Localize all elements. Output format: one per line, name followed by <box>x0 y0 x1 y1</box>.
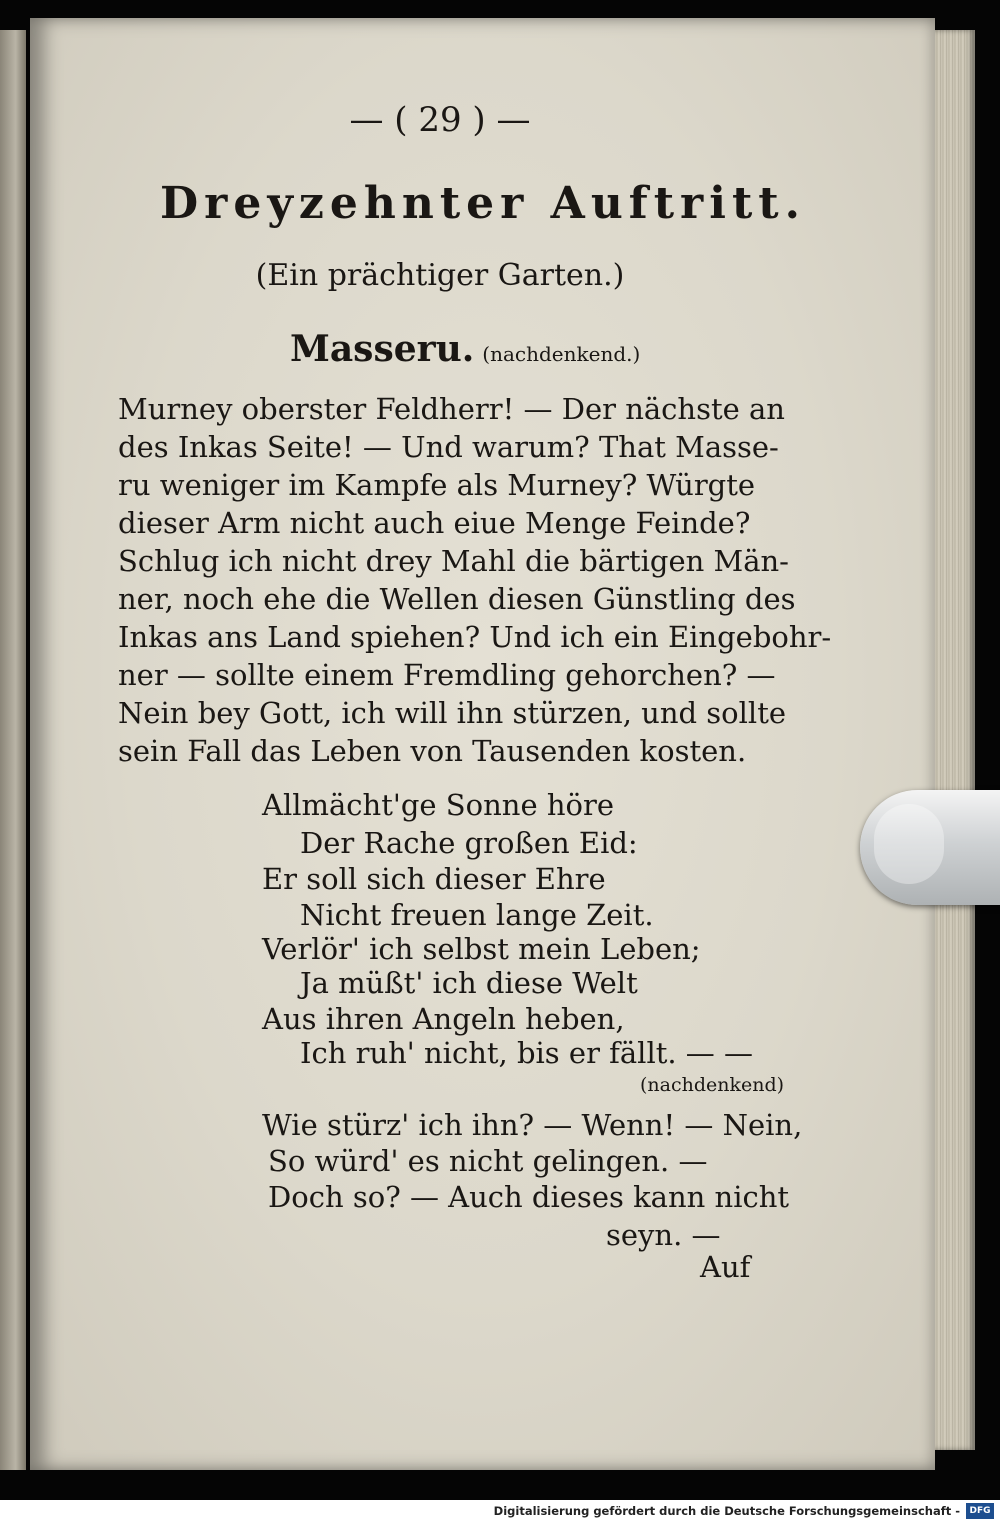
verse-line: Er soll sich dieser Ehre <box>262 862 606 896</box>
verse-line: Nicht freuen lange Zeit. <box>300 898 654 932</box>
prose-line: ner — sollte einem Fremdling gehorchen? — <box>118 658 776 692</box>
scene-setting: (Ein prächtiger Garten.) <box>255 258 625 293</box>
verse-line: Wie stürz' ich ihn? — Wenn! — Nein, <box>262 1108 803 1142</box>
verse-line: So würd' es nicht gelingen. — <box>268 1144 708 1178</box>
prose-line: des Inkas Seite! — Und warum? That Masse- <box>118 430 779 464</box>
dfg-logo: DFG <box>966 1503 994 1519</box>
prose-line: ner, noch ehe die Wellen diesen Günstling des <box>118 582 796 616</box>
prose-line: dieser Arm nicht auch eiue Menge Feinde? <box>118 506 751 540</box>
prose-line: Murney oberster Feldherr! — Der nächste an <box>118 392 785 426</box>
catchword: Auf <box>700 1250 751 1284</box>
verse-line: Ja müßt' ich diese Welt <box>300 966 638 1000</box>
prose-line: Schlug ich nicht drey Mahl die bärtigen Män- <box>118 544 789 578</box>
footer-credit: Digitalisierung gefördert durch die Deutsche Forschungsgemeinschaft - <box>493 1504 960 1518</box>
page-number: — ( 29 ) — <box>349 100 531 140</box>
prose-line: Inkas ans Land spiehen? Und ich ein Eingebohr- <box>118 620 832 654</box>
stage-direction: (nachdenkend) <box>640 1074 785 1096</box>
prose-line: sein Fall das Leben von Tausenden kosten. <box>118 734 747 768</box>
speaker-name <box>290 328 640 370</box>
page-edges <box>935 30 975 1450</box>
verse-line: Verlör' ich selbst mein Leben; <box>262 932 701 966</box>
verse-line: Der Rache großen Eid: <box>300 826 638 860</box>
verse-line: seyn. — <box>606 1218 721 1252</box>
speaker-label: Masseru. <box>290 328 475 370</box>
page-clip <box>860 790 1000 905</box>
verse-line: Doch so? — Auch dieses kann nicht <box>268 1180 790 1214</box>
scene-heading: Dreyzehnter Auftritt. <box>160 178 806 229</box>
prose-line: Nein bey Gott, ich will ihn stürzen, und sollte <box>118 696 787 730</box>
speaker-direction: (nachdenkend.) <box>482 342 641 366</box>
verse-line: Allmächt'ge Sonne höre <box>262 788 614 822</box>
left-page-edge <box>0 30 26 1470</box>
footer-bar <box>0 1500 1000 1523</box>
prose-line: ru weniger im Kampfe als Murney? Würgte <box>118 468 756 502</box>
verse-line: Aus ihren Angeln heben, <box>262 1002 625 1036</box>
verse-line: Ich ruh' nicht, bis er fällt. — — <box>300 1036 754 1070</box>
